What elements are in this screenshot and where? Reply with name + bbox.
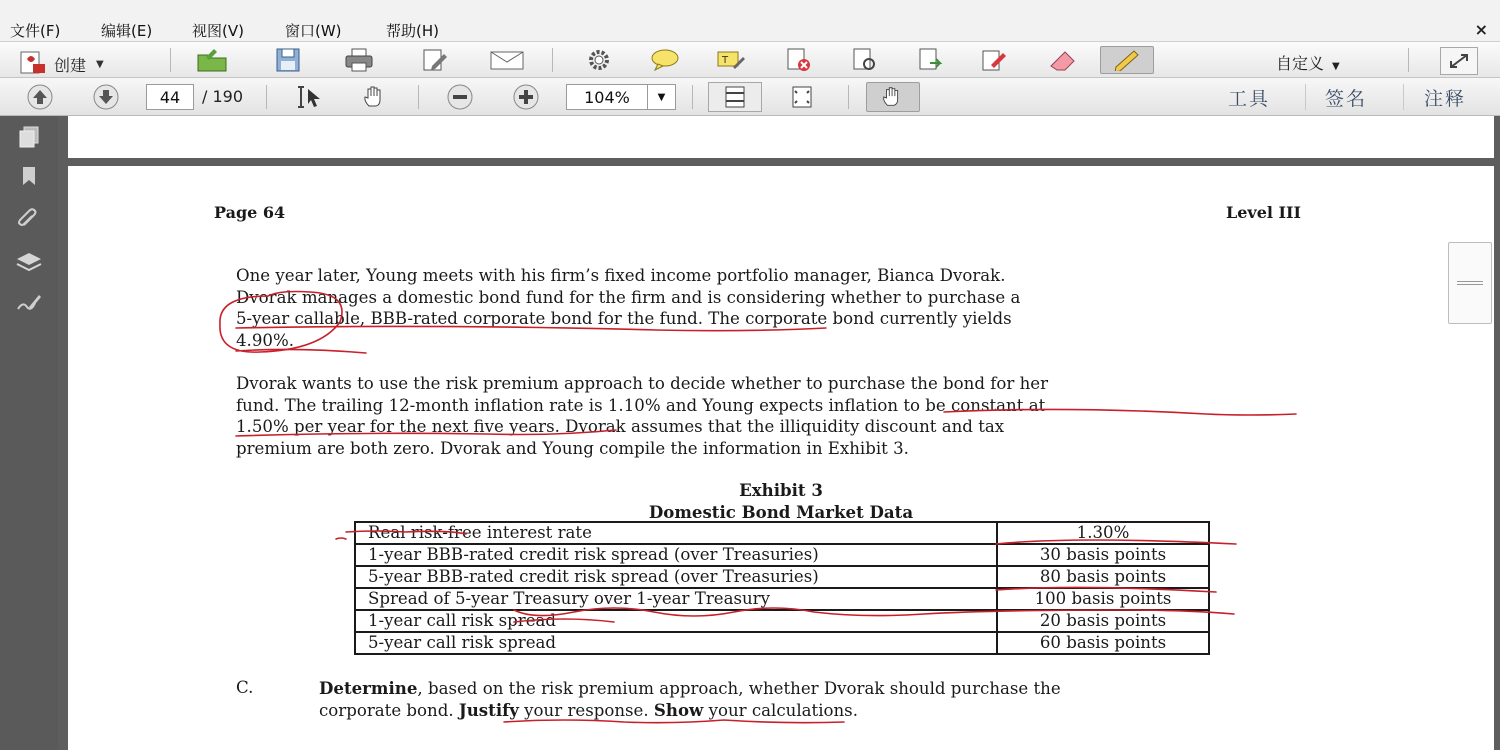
page-header-number: Page 64 [214, 203, 286, 222]
text-line: 4.90%. [236, 330, 294, 350]
expand-icon [1447, 51, 1471, 71]
open-folder-button[interactable] [194, 45, 232, 75]
table-cell-label: 5-year call risk spread [355, 632, 997, 654]
menu-edit[interactable]: 编辑(E) [101, 22, 153, 40]
question-keyword: Show [653, 699, 704, 720]
page-thumbnails-button[interactable] [14, 124, 44, 150]
settings-button[interactable] [582, 45, 616, 75]
highlighter-icon [715, 47, 747, 73]
layers-icon [15, 249, 43, 273]
eraser-button[interactable] [1042, 45, 1082, 75]
question-text [319, 678, 1061, 721]
plus-circle-icon [512, 83, 540, 111]
expand-button[interactable] [1440, 47, 1478, 75]
text-line: One year later, Young meets with his firm’s fixed income portfolio manager, Bianca Dvorak. [236, 266, 1006, 285]
table-row [355, 544, 1209, 566]
toolbar-divider [1408, 48, 1409, 72]
table-row [355, 610, 1209, 632]
zoom-level-value: 104% [584, 87, 630, 107]
navigation-pane [0, 116, 58, 750]
envelope-icon [489, 48, 525, 72]
fit-page-button[interactable] [786, 83, 818, 111]
table-row [355, 632, 1209, 654]
email-button[interactable] [487, 45, 527, 75]
hand-tool-button[interactable] [358, 83, 392, 111]
text-line: premium are both zero. Dvorak and Young compile the information in Exhibit 3. [236, 438, 909, 458]
table-cell-label: 1-year call risk spread [355, 610, 997, 632]
table-cell-value: 80 basis points [997, 566, 1209, 588]
arrow-down-icon [92, 83, 120, 111]
paperclip-icon [17, 207, 41, 231]
exhibit-title: Exhibit 3 [739, 480, 823, 500]
tools-panel-link[interactable]: 工具 [1228, 88, 1271, 110]
gear-icon [586, 47, 612, 73]
hand-icon [880, 85, 906, 109]
zoom-in-button[interactable] [510, 83, 542, 111]
menu-view[interactable]: 视图(V) [192, 22, 244, 40]
signatures-button[interactable] [14, 290, 44, 316]
exhibit-subtitle: Domestic Bond Market Data [648, 502, 914, 522]
text-line: fund. The trailing 12-month inflation rate is 1.10% and Young expects inflation to be constant at [236, 395, 1046, 415]
page-number-input[interactable]: 44 [146, 84, 194, 110]
zoom-level-select[interactable] [566, 84, 676, 110]
toolbar-divider [1403, 84, 1404, 110]
fit-width-icon [722, 85, 748, 109]
export-page-icon [916, 47, 944, 73]
signature-pen-icon [15, 291, 43, 315]
table-cell-value: 20 basis points [997, 610, 1209, 632]
comment-panel-link[interactable]: 注释 [1424, 88, 1467, 110]
question-fragment: corporate bond. [319, 700, 459, 720]
menu-help[interactable]: 帮助(H) [386, 22, 439, 40]
export-page-button[interactable] [912, 45, 948, 75]
paragraph-2 [236, 373, 1048, 459]
vertical-scrollbar-thumb[interactable] [1448, 242, 1492, 324]
page-header-level: Level III [1226, 203, 1302, 222]
hand-icon [361, 84, 389, 110]
chevron-down-icon[interactable]: ▼ [647, 85, 675, 109]
pencil-tool-button[interactable] [1100, 46, 1154, 74]
table-cell-label: Real risk-free interest rate [355, 522, 997, 544]
minus-circle-icon [446, 83, 474, 111]
speech-bubble-icon [649, 47, 681, 73]
table-row [355, 566, 1209, 588]
text-line: Dvorak wants to use the risk premium approach to decide whether to purchase the bond for her [236, 374, 1049, 393]
read-mode-button[interactable] [866, 82, 920, 112]
next-page-button[interactable] [90, 83, 122, 111]
table-cell-value: 100 basis points [997, 588, 1209, 610]
navigation-toolbar [0, 78, 1500, 116]
table-row [355, 522, 1209, 544]
toolbar-divider [552, 48, 553, 72]
fit-page-icon [789, 85, 815, 109]
pages-icon [16, 125, 42, 149]
create-button[interactable] [18, 49, 104, 79]
toolbar-divider [418, 85, 419, 109]
toolbar-divider [692, 85, 693, 109]
arrow-up-icon [26, 83, 54, 111]
text-line: 1.50% per year for the next five years. Dvorak assumes that the illiquidity discount and tax [236, 417, 1005, 436]
layers-button[interactable] [14, 248, 44, 274]
exhibit-table [354, 521, 1210, 655]
print-button[interactable] [340, 45, 378, 75]
zoom-out-button[interactable] [444, 83, 476, 111]
close-document-button[interactable]: × [1474, 20, 1488, 39]
previous-page-button[interactable] [24, 83, 56, 111]
select-tool-button[interactable] [294, 83, 326, 111]
menu-window[interactable]: 窗口(W) [285, 22, 342, 40]
question-keyword: Justify [458, 699, 519, 720]
toolbar-divider [1305, 84, 1306, 110]
question-label: C. [236, 678, 254, 697]
eraser-icon [1045, 48, 1079, 72]
pencil-icon [1111, 49, 1143, 71]
save-button[interactable] [270, 45, 306, 75]
delete-page-button[interactable] [780, 45, 816, 75]
question-fragment: your response. [518, 700, 654, 720]
toolbar-divider [266, 85, 267, 109]
main-toolbar [0, 42, 1500, 78]
save-icon [274, 47, 302, 73]
question-keyword: Determine [319, 678, 418, 698]
chevron-down-icon: ▼ [96, 58, 104, 70]
table-cell-value: 60 basis points [997, 632, 1209, 654]
table-cell-value: 30 basis points [997, 544, 1209, 566]
bookmarks-button[interactable] [14, 164, 44, 190]
rotate-page-button[interactable] [846, 45, 882, 75]
toolbar-divider [848, 85, 849, 109]
sign-document-button[interactable] [976, 45, 1012, 75]
comment-button[interactable] [646, 45, 684, 75]
chevron-down-icon: ▼ [1332, 61, 1340, 72]
rotate-page-icon [850, 47, 878, 73]
document-page [68, 166, 1494, 750]
customize-dropdown[interactable] [1276, 51, 1340, 74]
text-line: Dvorak manages a domestic bond fund for the firm and is considering whether to purchase a [236, 287, 1021, 307]
svg-text:T: T [722, 55, 729, 66]
edit-document-button[interactable] [417, 45, 453, 75]
edit-document-icon [420, 47, 450, 73]
table-row [355, 588, 1209, 610]
toolbar-divider [170, 48, 171, 72]
menu-file[interactable]: 文件(F) [10, 22, 61, 40]
highlight-text-button[interactable] [712, 45, 750, 75]
page-total: / 190 [202, 87, 244, 106]
open-folder-icon [196, 47, 230, 73]
table-cell-label: Spread of 5-year Treasury over 1-year Treasury [355, 588, 997, 610]
pen-page-icon [979, 47, 1009, 73]
create-pdf-icon [18, 49, 48, 79]
create-button-label: 创建 [54, 55, 87, 75]
bookmark-icon [18, 165, 40, 189]
table-cell-label: 1-year BBB-rated credit risk spread (over Treasuries) [355, 544, 997, 566]
paragraph-1 [236, 265, 1020, 351]
scroll-grip-icon [1457, 281, 1483, 282]
customize-label: 自定义 [1276, 54, 1325, 73]
question-fragment: your calculations. [703, 700, 858, 720]
sign-panel-link[interactable]: 签名 [1325, 88, 1368, 110]
table-cell-label: 5-year BBB-rated credit risk spread (over Treasuries) [355, 566, 997, 588]
text-select-cursor-icon [296, 84, 324, 110]
previous-page-bottom [68, 116, 1494, 158]
menu-bar [0, 0, 1500, 42]
fit-width-button[interactable] [708, 82, 762, 112]
attachments-button[interactable] [14, 206, 44, 232]
delete-page-icon [784, 47, 812, 73]
table-cell-value: 1.30% [997, 522, 1209, 544]
text-line: 5-year callable, BBB-rated corporate bond for the fund. The corporate bond currently yields [236, 309, 1012, 328]
printer-icon [343, 47, 375, 73]
question-fragment: , based on the risk premium approach, whether Dvorak should purchase the [417, 679, 1061, 698]
